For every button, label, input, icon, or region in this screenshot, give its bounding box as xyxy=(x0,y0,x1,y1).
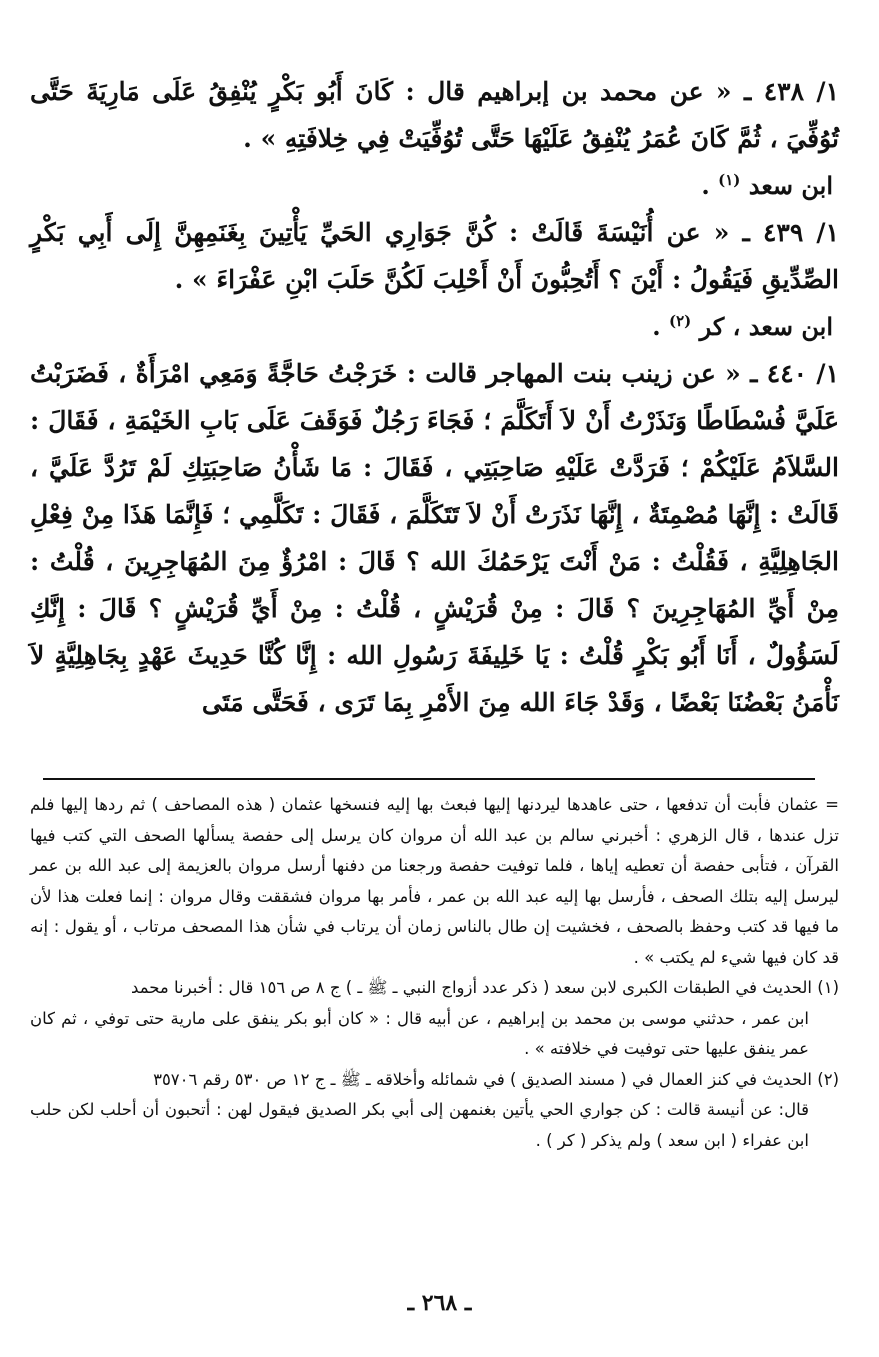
hadith-source-439 xyxy=(30,303,839,350)
hadith-entry-440 xyxy=(30,350,839,726)
source-text: ابن سعد xyxy=(748,171,833,200)
source-end: . xyxy=(652,312,669,341)
main-text xyxy=(30,68,839,726)
footnote-divider xyxy=(43,778,815,780)
page-number: ـ ٢٦٨ ـ xyxy=(407,1290,472,1316)
footnote-2-body: قال: عن أنيسة قالت : كن جواري الحي يأتين بغنمهن إلى أبي بكر الصديق فيقول لهن : أتحبون أن أحلب لكن حلب ابن عفراء ( ابن سعد ) ولم يذكر ( كر ) . xyxy=(30,1100,809,1150)
hadith-source-438 xyxy=(30,162,839,209)
footnote-continuation: = عثمان فأبت أن تدفعها ، حتى عاهدها ليردنها إليها فبعث بها إليه فنسخها عثمان ( هذه المصاحف ) ثم ردها إليها فلم تزل عندها ، قال الزهري : أخبرني سالم بن عبد الله أن مروان كان يرسل إلى حفصة يسألها الصحف التي كتب فيها القرآن ، فتأبى حفصة أن تعطيه إياها ، فلما توفيت حفصة ورجعنا من دفنها أرسل مروان بالعزيمة إلى عبد الله بن عمر ليرسل إليه بتلك الصحف ، فأرسل بها إليه عبد الله بن عمر ، فأمر بها مروان فشققت وقال مروان : إنما فعلت هذا لأن ما فيها قد كتب وحفظ بالصحف ، فخشيت إن طال بالناس زمان أن يرتاب في شأن هذا المصحف مرتاب ، أو يقول : إنه قد كان فيها شيء لم يكتب » . xyxy=(30,795,839,967)
footnotes xyxy=(30,790,839,1156)
footnote-ref[interactable]: (٢) xyxy=(668,312,692,330)
footnote-ref[interactable]: (١) xyxy=(718,171,741,189)
hadith-text: ١/ ٤٣٩ ـ « عن أُنَيْسَةَ قَالَتْ : كُنَّ جَوَارِي الحَيِّ يَأْتِينَ بِغَنَمِهِنَّ إِلَى أَبِي بَكْرٍ الصِّدِّيقِ فَيَقُولُ : أَيْنَ ؟ أَتُحِبُّونَ أَنْ أَحْلِبَ لَكُنَّ حَلَبَ ابْنِ عَفْرَاءَ » . xyxy=(30,218,839,294)
source-text: ابن سعد ، كر xyxy=(699,312,833,341)
footnote-1-body: ابن عمر ، حدثني موسى بن محمد بن إبراهيم ، عن أبيه قال : « كان أبو بكر ينفق على مارية حتى توفي ، ثم كان عمر ينفق عليها حتى توفيت في خلافته » . xyxy=(30,1008,809,1058)
hadith-entry-439 xyxy=(30,209,839,303)
footnote-2-first-line: (٢) الحديث في كنز العمال في ( مسند الصديق ) في شمائله وأخلاقه ـ ﷺ ـ ج ١٢ ص ٥٣٠ رقم ٣٥٧٠٦ xyxy=(153,1069,839,1089)
hadith-text: ١/ ٤٤٠ ـ « عن زينب بنت المهاجر قالت : خَرَجْتُ حَاجَّةً وَمَعِي امْرَأَةٌ ، فَضَرَبْتُ عَلَيَّ فُسْطَاطًا وَنَذَرْتُ أَنْ لاَ أَتَكَلَّمَ ؛ فَجَاءَ رَجُلٌ فَوَقَفَ عَلَى بَابِ الخَيْمَةِ ، فَقَالَ : السَّلاَمُ عَلَيْكُمْ ؛ فَرَدَّتْ عَلَيْهِ صَاحِبَتِي ، فَقَالَ : مَا شَأْنُ صَاحِبَتِكِ لَمْ تَرُدَّ عَلَيَّ ، قَالَتْ : إِنَّهَا مُصْمِتَةٌ ، إِنَّهَا نَذَرَتْ أَنْ لاَ تَتَكَلَّمَ ، فَقَالَ : تَكَلَّمِي ؛ فَإِنَّمَا هَذَا مِنْ فِعْلِ الجَاهِلِيَّةِ ، فَقُلْتُ : مَنْ أَنْتَ يَرْحَمُكَ الله ؟ قَالَ : امْرُؤٌ مِنَ المُهَاجِرِينَ ، قُلْتُ : مِنْ أَيِّ المُهَاجِرِينَ ؟ قَالَ : مِنْ قُرَيْشٍ ، قُلْتُ : مِنْ أَيِّ قُرَيْشٍ ؟ قَالَ : إِنَّكِ لَسَؤُولٌ ، أَنَا أَبُو بَكْرٍ قُلْتُ : يَا خَلِيفَةَ رَسُولِ الله : إِنَّا كُنَّا حَدِيثَ عَهْدٍ بِجَاهِلِيَّةٍ لاَ نَأْمَنُ بَعْضُنَا بَعْضًا ، وَقَدْ جَاءَ الله مِنَ الأَمْرِ بِمَا تَرَى ، فَحَتَّى مَتَى xyxy=(30,359,839,717)
footnote-1-first-line: (١) الحديث في الطبقات الكبرى لابن سعد ( ذكر عدد أزواج النبي ـ ﷺ ـ ) ج ٨ ص ١٥٦ قال : أخبرنا محمد xyxy=(131,978,839,997)
hadith-entry-438 xyxy=(30,68,839,162)
hadith-text: ١/ ٤٣٨ ـ « عن محمد بن إبراهيم قال : كَانَ أَبُو بَكْرٍ يُنْفِقُ عَلَى مَارِيَةَ حَتَّى تُوُفِّيَ ، ثُمَّ كَانَ عُمَرُ يُنْفِقُ عَلَيْهَا حَتَّى تُوُفِّيَتْ فِي خِلافَتِهِ » . xyxy=(30,77,839,153)
source-end: . xyxy=(701,171,719,200)
